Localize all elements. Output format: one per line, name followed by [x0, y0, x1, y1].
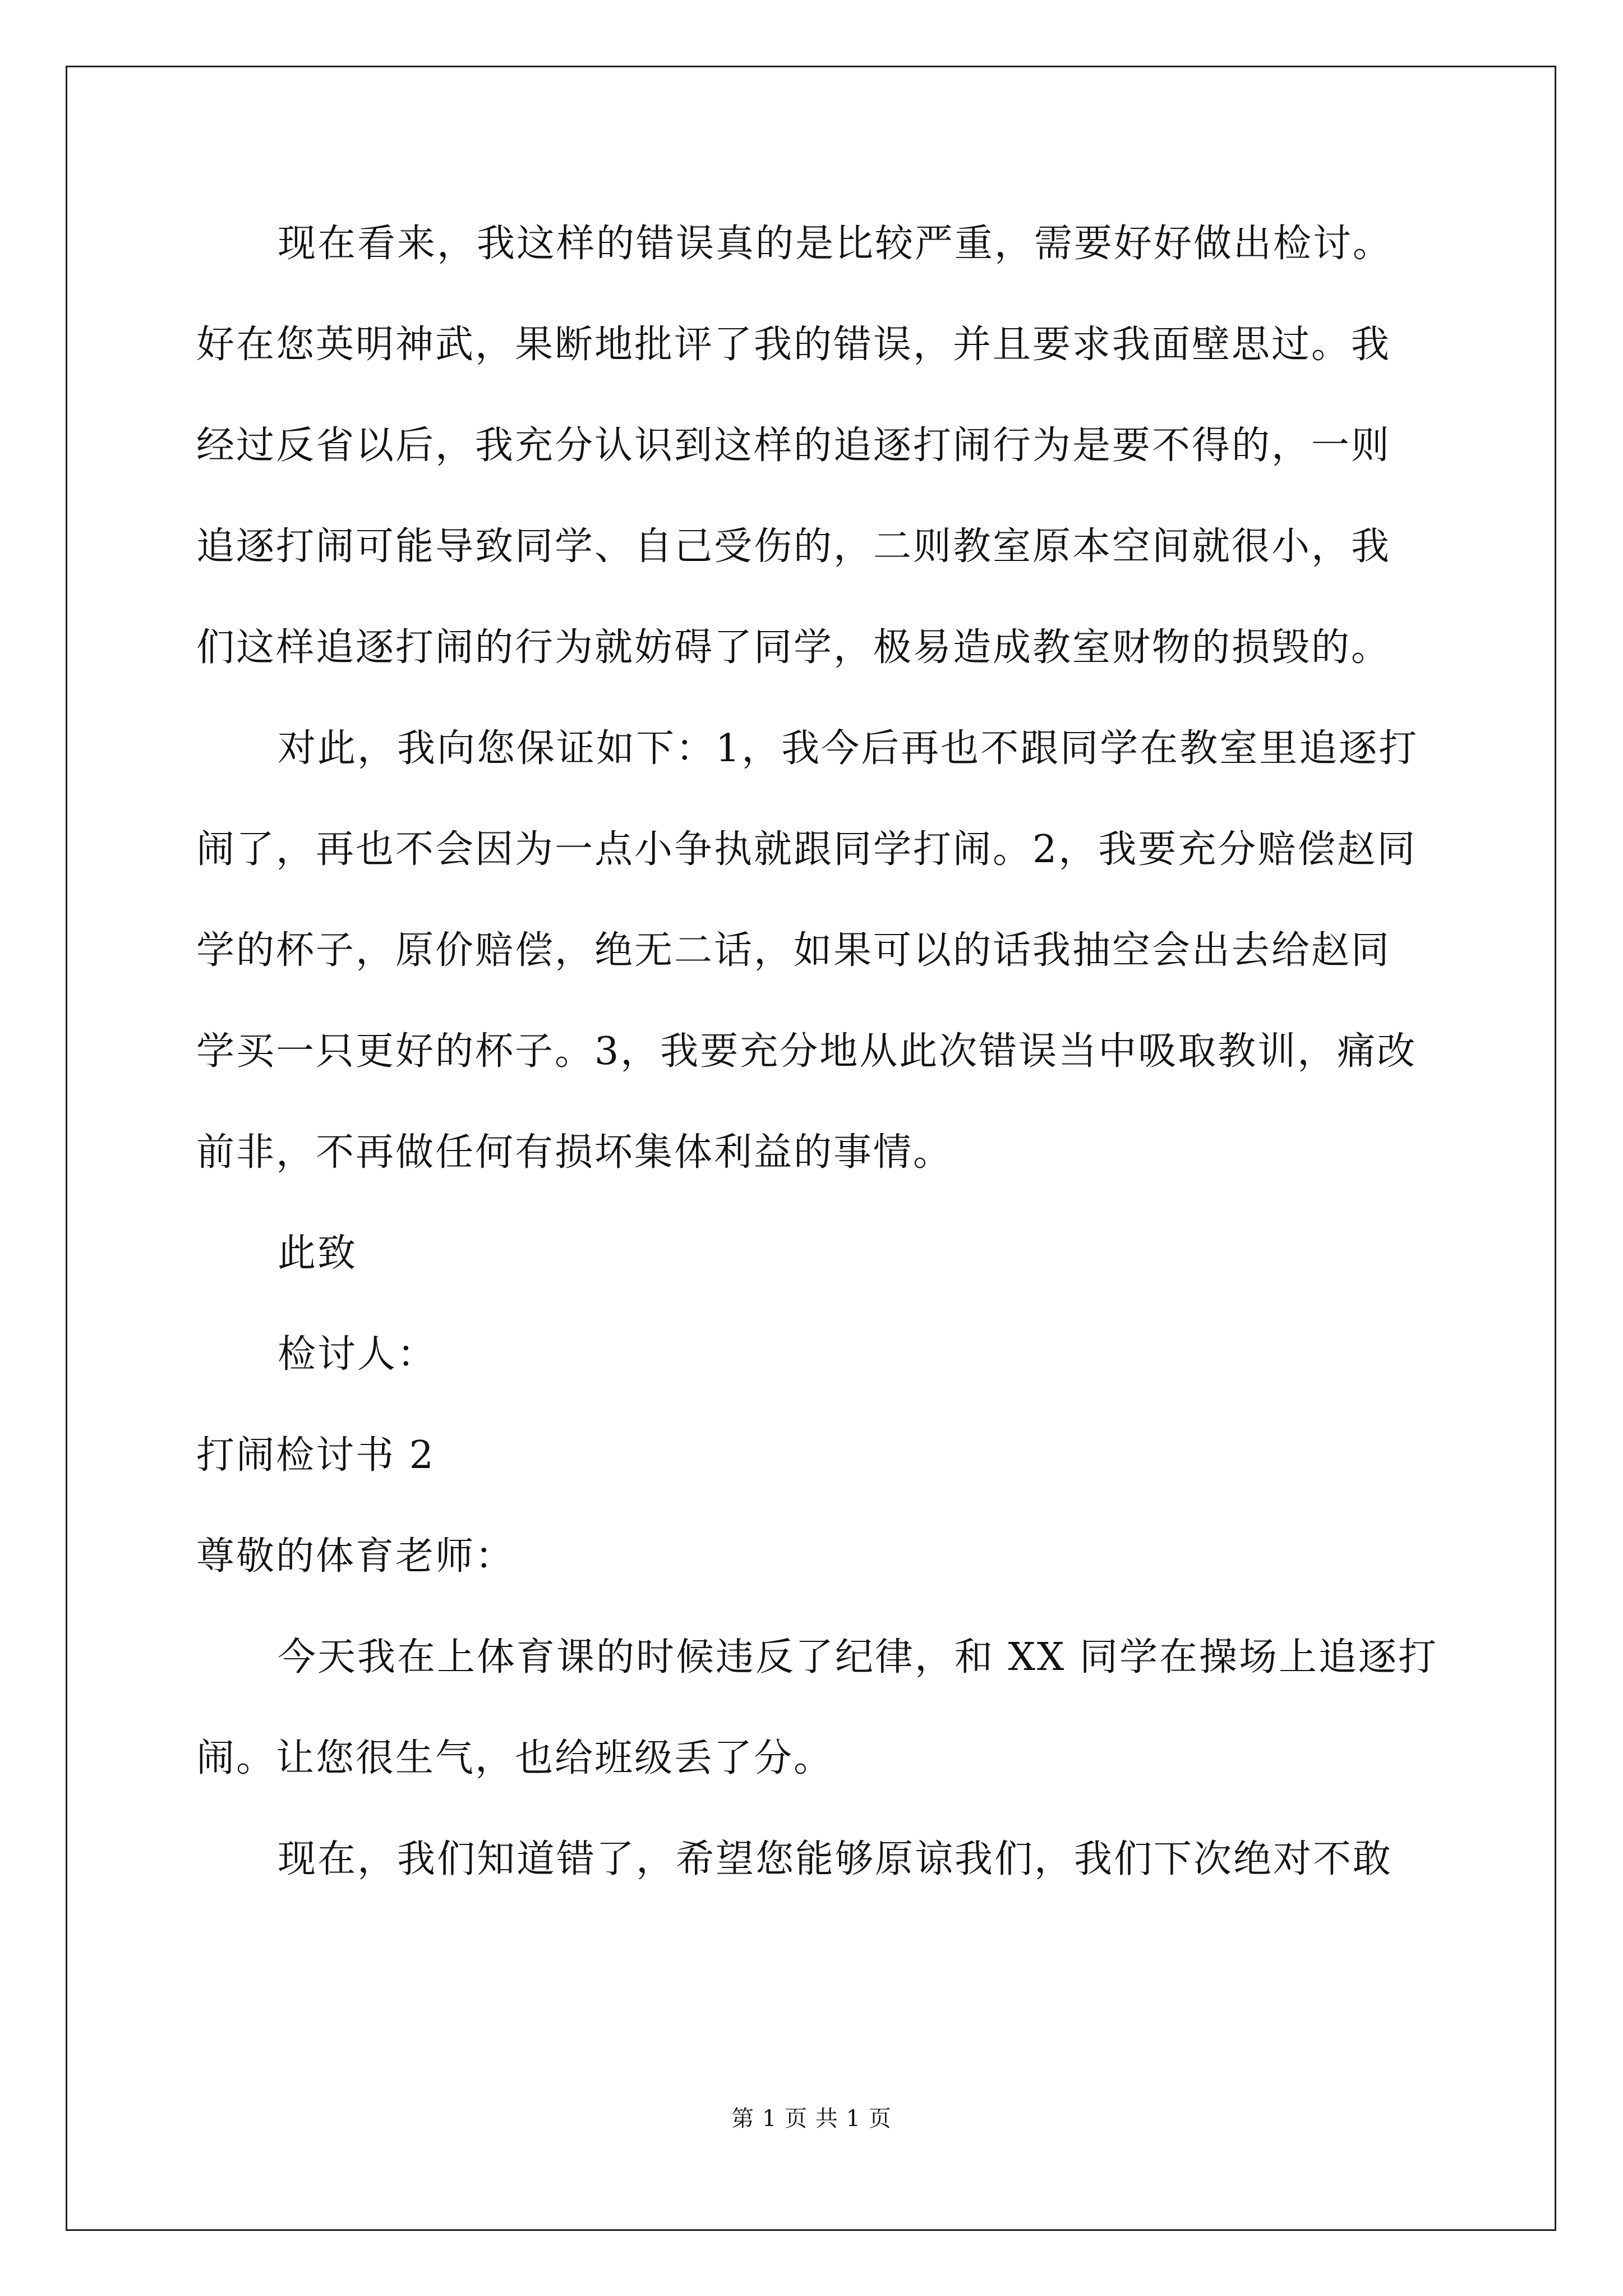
paragraph-line: 学买一只更好的杯子。3，我要充分地从此次错误当中吸取教训，痛改 — [196, 1029, 1417, 1074]
greeting: 尊敬的体育老师： — [196, 1534, 515, 1579]
paragraph-line: 追逐打闹可能导致同学、自己受伤的，二则教室原本空间就很小，我 — [196, 524, 1391, 569]
signature-label: 检讨人： — [278, 1332, 437, 1377]
paragraph-line: 现在，我们知道错了，希望您能够原谅我们，我们下次绝对不敢 — [278, 1837, 1393, 1881]
document-body — [196, 194, 1438, 1910]
page-footer: 第 1 页 共 1 页 — [731, 2106, 892, 2132]
paragraph-line: 学的杯子，原价赔偿，绝无二话，如果可以的话我抽空会出去给赵同 — [196, 928, 1391, 973]
paragraph-line: 闹了，再也不会因为一点小争执就跟同学打闹。2，我要充分赔偿赵同 — [196, 827, 1417, 872]
paragraph-line: 今天我在上体育课的时候违反了纪律，和 XX 同学在操场上追逐打 — [278, 1635, 1438, 1680]
paragraph-line: 们这样追逐打闹的行为就妨碍了同学，极易造成教室财物的损毁的。 — [196, 625, 1391, 670]
paragraph-line: 经过反省以后，我充分认识到这样的追逐打闹行为是要不得的，一则 — [196, 424, 1391, 468]
paragraph-line: 闹。让您很生气，也给班级丢了分。 — [196, 1736, 834, 1780]
section-title: 打闹检讨书 2 — [196, 1433, 435, 1478]
paragraph-line: 现在看来，我这样的错误真的是比较严重，需要好好做出检讨。 — [278, 222, 1393, 266]
paragraph-line: 好在您英明神武，果断地批评了我的错误，并且要求我面壁思过。我 — [196, 323, 1391, 367]
paragraph-line: 前非，不再做任何有损坏集体利益的事情。 — [196, 1130, 953, 1175]
closing-salutation: 此致 — [278, 1231, 358, 1276]
paragraph-line: 对此，我向您保证如下：1，我今后再也不跟同学在教室里追逐打 — [278, 726, 1419, 771]
